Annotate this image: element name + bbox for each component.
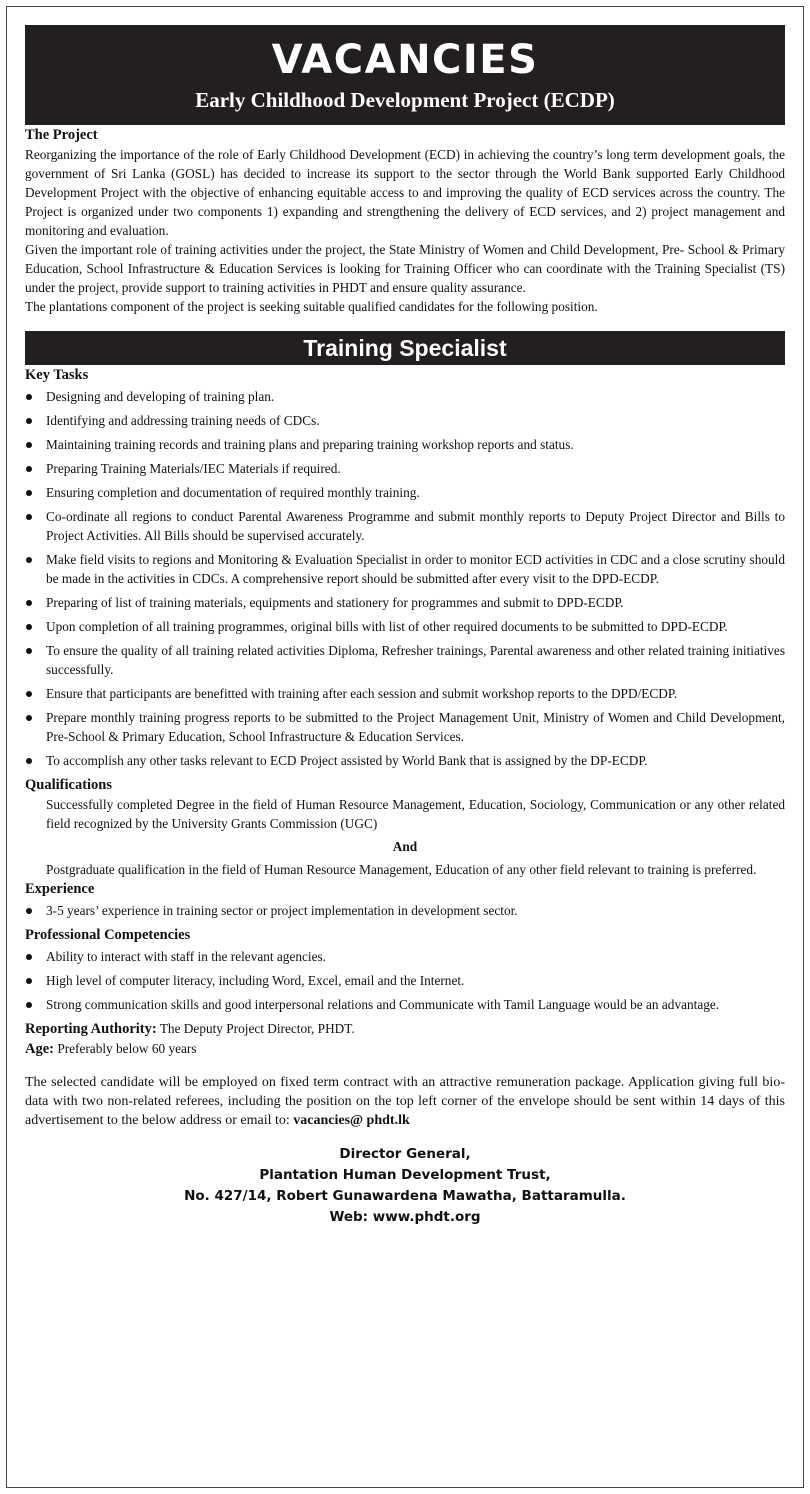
bullet-icon	[26, 466, 32, 472]
list-item	[25, 507, 785, 545]
task-text: Make field visits to regions and Monitoring & Evaluation Specialist in order to monitor ECD activities in CDC and a close scrutiny should be made in the activities in CDCs. A comprehensive report should be submitted after every visit to the DPD-ECDP.	[46, 552, 785, 586]
bullet-icon	[26, 418, 32, 424]
bullet-icon	[26, 1002, 32, 1008]
list-item	[25, 641, 785, 679]
task-text: Designing and developing of training plan.	[46, 389, 275, 404]
bullet-icon	[26, 978, 32, 984]
header-banner	[25, 25, 785, 125]
contact-block	[25, 1144, 785, 1228]
bullet-icon	[26, 557, 32, 563]
list-item	[25, 947, 785, 966]
project-paragraph-1: Reorganizing the importance of the role of Early Childhood Development (ECD) in achieving the country’s long term development goals, the government of Sri Lanka (GOSL) has decided to increase its support to the sector through the World Bank supported Early Childhood Development Project with the objective of enhancing equitable access to and improving the quality of ECD services across the country. The Project is organized under two components 1) expanding and strengthening the delivery of ECD services, and 2) project management and monitoring and evaluation.	[25, 147, 785, 238]
list-item	[25, 684, 785, 703]
experience-list	[25, 901, 785, 920]
task-text: Preparing Training Materials/IEC Materials if required.	[46, 461, 341, 476]
reporting-authority	[25, 1019, 785, 1039]
bullet-icon	[26, 624, 32, 630]
key-tasks-list	[25, 387, 785, 770]
competencies-heading: Professional Competencies	[25, 927, 191, 943]
bullet-icon	[26, 648, 32, 654]
age-requirement	[25, 1039, 785, 1059]
bullet-icon	[26, 600, 32, 606]
bullet-icon	[26, 715, 32, 721]
bullet-icon	[26, 394, 32, 400]
bullet-icon	[26, 442, 32, 448]
bullet-icon	[26, 908, 32, 914]
task-text: Maintaining training records and training plans and preparing training workshop reports and status.	[46, 437, 574, 452]
bullet-icon	[26, 514, 32, 520]
application-instructions	[25, 1073, 785, 1130]
qualification-connector: And	[392, 839, 418, 854]
bullet-icon	[26, 691, 32, 697]
list-item	[25, 901, 785, 920]
contact-organization: Plantation Human Development Trust,	[259, 1167, 551, 1183]
list-item	[25, 617, 785, 636]
qualification-degree: Successfully completed Degree in the field of Human Resource Management, Education, Sociology, Communication or any other related field recognized by the University Grants Commission (UGC)	[46, 797, 785, 831]
task-text: Prepare monthly training progress reports to be submitted to the Project Management Unit, Ministry of Women and Child Development, Pre-School & Primary Education, School Infrastructure & Education Services.	[46, 710, 785, 744]
competency-text: High level of computer literacy, including Word, Excel, email and the Internet.	[46, 973, 465, 988]
list-item	[25, 995, 785, 1014]
task-text: Ensure that participants are benefitted with training after each session and submit workshop reports to the DPD/ECDP.	[46, 686, 678, 701]
task-text: Identifying and addressing training needs of CDCs.	[46, 413, 320, 428]
age-label: Age:	[25, 1041, 54, 1057]
bullet-icon	[26, 954, 32, 960]
competencies-list	[25, 947, 785, 1014]
list-item	[25, 708, 785, 746]
experience-text: 3-5 years’ experience in training sector or project implementation in development sector.	[46, 903, 518, 918]
list-item	[25, 483, 785, 502]
list-item	[25, 387, 785, 406]
qualifications-heading: Qualifications	[25, 777, 113, 793]
task-text: Upon completion of all training programmes, original bills with list of other required documents to be submitted to DPD-ECDP.	[46, 619, 728, 634]
reporting-value: The Deputy Project Director, PHDT.	[159, 1021, 355, 1036]
list-item	[25, 435, 785, 454]
list-item	[25, 550, 785, 588]
ad-content	[25, 25, 785, 1228]
task-text: Co-ordinate all regions to conduct Parental Awareness Programme and submit monthly reports to Deputy Project Director and Bills to Project Activities. All Bills should be supervised accurately.	[46, 509, 785, 543]
contact-title: Director General,	[339, 1146, 471, 1162]
bullet-icon	[26, 758, 32, 764]
project-paragraph-3: The plantations component of the project is seeking suitable qualified candidates for the following position.	[25, 299, 598, 314]
task-text: Preparing of list of training materials, equipments and stationery for programmes and submit to DPD-ECDP.	[46, 595, 624, 610]
project-subtitle: Early Childhood Development Project (ECDP)	[195, 88, 615, 112]
page-title: VACANCIES	[271, 37, 539, 83]
list-item	[25, 459, 785, 478]
task-text: Ensuring completion and documentation of required monthly training.	[46, 485, 420, 500]
qualification-postgraduate: Postgraduate qualification in the field of Human Resource Management, Education of any other field relevant to training is preferred.	[46, 862, 757, 877]
key-tasks-heading: Key Tasks	[25, 367, 89, 383]
list-item	[25, 593, 785, 612]
project-heading: The Project	[25, 127, 98, 143]
application-text: The selected candidate will be employed on fixed term contract with an attractive remuneration package. Application giving full bio-data with two non-related referees, including the position on the top left corner of the envelope should be sent within 14 days of this advertisement to the below address or email to:	[25, 1075, 785, 1128]
experience-heading: Experience	[25, 881, 95, 897]
task-text: To ensure the quality of all training related activities Diploma, Refresher trainings, Parental awareness and other related training initiatives successfully.	[46, 643, 785, 677]
contact-website[interactable]: Web: www.phdt.org	[329, 1209, 481, 1225]
bullet-icon	[26, 490, 32, 496]
position-banner: Training Specialist	[25, 331, 785, 365]
task-text: To accomplish any other tasks relevant to ECD Project assisted by World Bank that is assigned by the DP-ECDP.	[46, 753, 648, 768]
list-item	[25, 411, 785, 430]
project-paragraph-2: Given the important role of training activities under the project, the State Ministry of Women and Child Development, Pre- School & Primary Education, School Infrastructure & Education Services is looking for Training Officer who can coordinate with the Training Specialist (TS) under the project, provide support to training activities in PHDT and ensure quality assurance.	[25, 242, 785, 295]
age-value: Preferably below 60 years	[57, 1041, 197, 1056]
contact-address: No. 427/14, Robert Gunawardena Mawatha, Battaramulla.	[184, 1188, 626, 1204]
reporting-label: Reporting Authority:	[25, 1021, 157, 1037]
list-item	[25, 971, 785, 990]
competency-text: Strong communication skills and good interpersonal relations and Communicate with Tamil Language would be an advantage.	[46, 997, 720, 1012]
competency-text: Ability to interact with staff in the relevant agencies.	[46, 949, 327, 964]
application-email[interactable]: vacancies@ phdt.lk	[293, 1113, 410, 1128]
list-item	[25, 751, 785, 770]
